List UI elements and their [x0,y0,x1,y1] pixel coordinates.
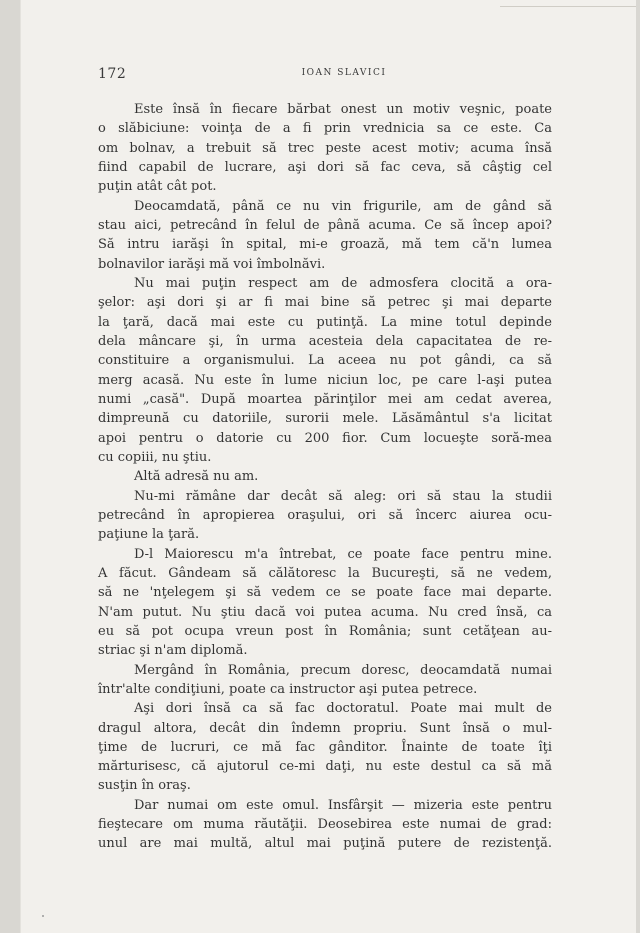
text-line: unul are mai multă, altul mai puţină putere de rezistenţă. [98,836,552,852]
text-line: constituire a organismului. La aceea nu pot gândi, ca să [98,353,552,369]
text-line: N'am putut. Nu ştiu dacă voi putea acuma. Nu cred însă, ca [98,604,552,620]
text-line: D-l Maiorescu m'a întrebat, ce poate face pentru mine. [134,546,552,562]
text-line: eu să pot ocupa vreun post în România; sunt cetăţean au- [98,623,552,639]
text-line: numi „casă". După moartea părinţilor mei am cedat averea, [98,391,552,407]
text-line: Nu mai puţin respect am de admosfera clocită a ora- [134,275,552,291]
paragraph [98,661,552,700]
paragraph [98,197,552,274]
body-text [98,100,552,854]
text-line: să ne 'nţelegem şi să vedem ce se poate face mai departe. [98,585,552,601]
text-line: fiind capabil de lucrare, aşi dori să fac ceva, să câştig cel [98,159,552,175]
paragraph [98,699,552,796]
running-header [98,66,590,84]
text-line: petrecând în apropierea oraşului, ori să încerc aiurea ocu- [98,507,552,523]
text-line: cu copiii, nu ştiu. [98,449,212,465]
page-edge-line [500,6,636,7]
text-line: Deocamdată, până ce nu vin frigurile, am de gând să [134,198,552,214]
text-line: om bolnav, a trebuit să trec peste acest motiv; acuma însă [98,140,552,156]
text-line: merg acasă. Nu este în lume niciun loc, pe care l-aşi putea [98,372,552,388]
text-line: dela mâncare şi, în urma acesteia dela capacitatea de re- [98,333,552,349]
text-line: Să intru iarăşi în spital, mi-e groază, mă tem că'n lumea [98,237,552,253]
text-line: apoi pentru o datorie cu 200 fior. Cum locueşte soră-mea [98,430,552,446]
text-line: fieştecare om muma răutăţii. Deosebirea este numai de grad: [98,817,552,833]
text-line: stau aici, petrecând în felul de până acuma. Ce să încep apoi? [98,217,552,233]
scan-speck [42,915,44,917]
text-line: Dar numai om este omul. Insfârşit — mizeria este pentru [134,797,552,813]
text-line: Este însă în fiecare bărbat onest un motiv veşnic, poate [134,102,552,117]
page-number: 172 [98,66,127,82]
text-line: dragul altora, decât din îndemn propriu. Sunt însă o mul- [98,720,552,736]
text-line: susţin în oraş. [98,778,191,794]
text-line: bolnavilor iarăşi mă voi îmbolnăvi. [98,256,326,272]
running-title: IOAN SLAVICI [301,68,387,78]
text-line: striac şi n'am diplomă. [98,643,248,659]
text-line: Mergând în România, precum doresc, deocamdată numai [134,662,552,678]
paragraph [98,796,552,854]
text-line: şelor: aşi dori şi ar fi mai bine să petrec şi mai departe [98,295,552,311]
text-line: dimpreună cu datoriile, surorii mele. Lăsământul s'a licitat [98,411,552,427]
text-line: mărturisesc, că ajutorul ce-mi daţi, nu este destul ca să mă [98,759,552,775]
text-line: o slăbiciune: voinţa de a fi prin vrednicia sa ce este. Ca [98,121,552,137]
text-line: puţin atât cât pot. [98,179,217,195]
text-line: Aşi dori însă ca să fac doctoratul. Poate mai mult de [134,701,552,717]
text-line: într'alte condiţiuni, poate ca instructor aşi putea petrece. [98,681,478,697]
paragraph [98,467,552,486]
text-line: la ţară, dacă mai este cu putinţă. La mine totul depinde [98,314,552,330]
text-line: ţime de lucruri, ce mă fac gânditor. Înainte de toate îţi [98,739,552,755]
text-line: A făcut. Gândeam să călătoresc la Bucureşti, să ne vedem, [98,565,552,581]
paragraph [98,545,552,661]
paragraph [98,487,552,545]
paragraph [98,100,552,197]
text-line: Altă adresă nu am. [134,469,259,485]
paragraph [98,274,552,467]
text-line: Nu-mi rămâne dar decât să aleg: ori să stau la studii [134,488,552,504]
book-page [20,0,636,933]
text-line: paţiune la ţară. [98,527,200,543]
